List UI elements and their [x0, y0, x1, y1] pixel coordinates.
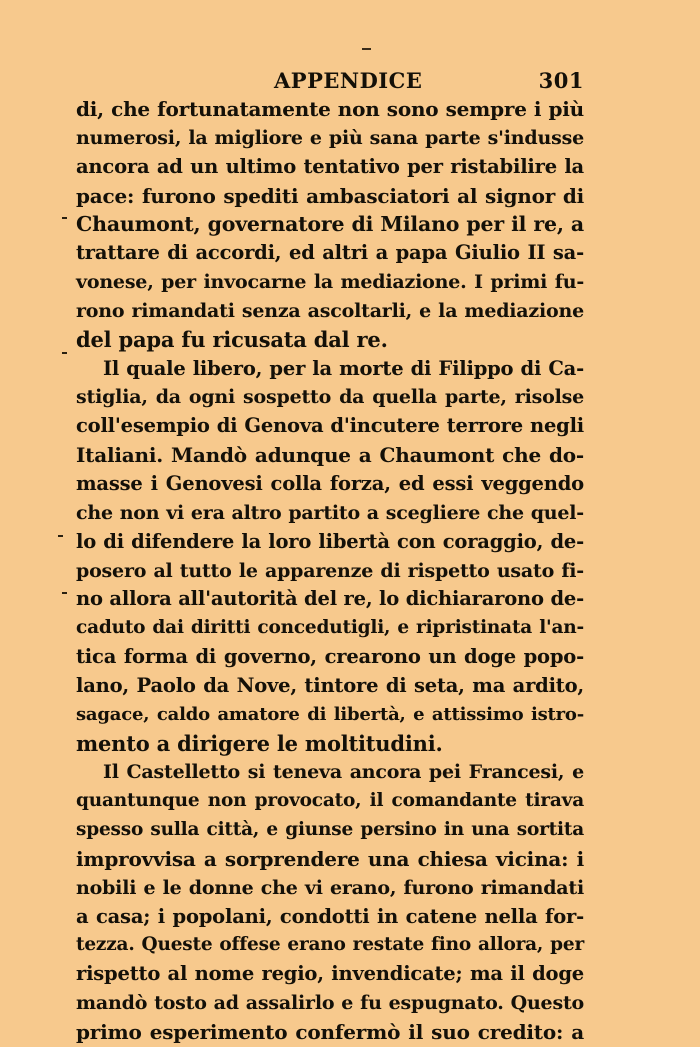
text-line: Il quale libero, per la morte di Filippo di Ca-	[103, 356, 584, 380]
text-line: rono rimandati senza ascoltarli, e la mediazione	[76, 299, 584, 322]
text-line: vonese, per invocarne la mediazione. I primi fu-	[76, 271, 584, 294]
margin-mark	[62, 217, 67, 219]
text-line: lano, Paolo da Nove, tintore di seta, ma ardito,	[76, 673, 584, 697]
text-line: a casa; i popolani, condotti in catene nella for-	[76, 904, 584, 928]
paragraph-1	[76, 95, 584, 355]
page-header	[76, 66, 584, 96]
text-line: posero al tutto le apparenze di rispetto usato fi-	[76, 559, 584, 582]
text-line: nobili e le donne che vi erano, furono rimandati	[76, 876, 584, 899]
text-line: stiglia, da ogni sospetto da quella parte, risolse	[76, 386, 584, 409]
text-line: di, che fortunatamente non sono sempre i più	[76, 97, 584, 121]
text-line: mandò tosto ad assalirlo e fu espugnato. Questo	[76, 992, 584, 1015]
text-line: Chaumont, governatore di Milano per il re, a	[76, 212, 584, 237]
text-line: ancora ad un ultimo tentativo per ristabilire la	[76, 154, 584, 178]
text-line: sagace, caldo amatore di libertà, e attissimo istro-	[76, 703, 584, 725]
text-line: spesso sulla città, e giunse persino in una sortita	[76, 819, 584, 841]
text-line: no allora all'autorità del re, lo dichiararono de-	[76, 587, 584, 611]
paragraph-3	[76, 758, 584, 1046]
margin-mark	[62, 592, 67, 594]
text-line: che non vi era altro partito a scegliere che quel-	[76, 501, 584, 524]
text-line: primo esperimento confermò il suo credito: a	[76, 1020, 584, 1044]
text-line: masse i Genovesi colla forza, ed essi veggendo	[76, 471, 584, 495]
text-line: improvvisa a sorprendere una chiesa vicina: i	[76, 846, 584, 871]
text-line: numerosi, la migliore e più sana parte s'indusse	[76, 126, 584, 149]
text-line: caduto dai diritti concedutigli, e ripristinata l'an-	[76, 617, 584, 639]
paragraph-2	[76, 355, 584, 759]
margin-mark	[62, 352, 67, 354]
text-line: coll'esempio di Genova d'incutere terrore negli	[76, 414, 584, 438]
body-text	[76, 95, 584, 1047]
text-line: Italiani. Mandò adunque a Chaumont che do-	[76, 443, 584, 468]
text-line: tica forma di governo, crearono un doge popo-	[76, 645, 584, 669]
text-line: Il Castelletto si teneva ancora pei Francesi, e	[103, 761, 584, 784]
text-line: rispetto al nome regio, invendicate; ma il doge	[76, 962, 584, 986]
text-line: lo di difendere la loro libertà con coraggio, de-	[76, 529, 584, 553]
text-line: tezza. Queste offese erano restate fino allora, per	[76, 934, 584, 956]
margin-mark	[58, 535, 63, 537]
running-title: APPENDICE	[274, 68, 423, 93]
top-ornament-mark	[362, 48, 371, 50]
text-line: pace: furono spediti ambasciatori al signor di	[76, 183, 584, 208]
text-line: trattare di accordi, ed altri a papa Giulio II sa-	[76, 241, 584, 265]
text-line: del papa fu ricusata dal re.	[76, 326, 388, 352]
page-number: 301	[538, 68, 584, 93]
text-line: mento a dirigere le moltitudini.	[76, 730, 443, 756]
text-line: quantunque non provocato, il comandante tirava	[76, 790, 584, 812]
